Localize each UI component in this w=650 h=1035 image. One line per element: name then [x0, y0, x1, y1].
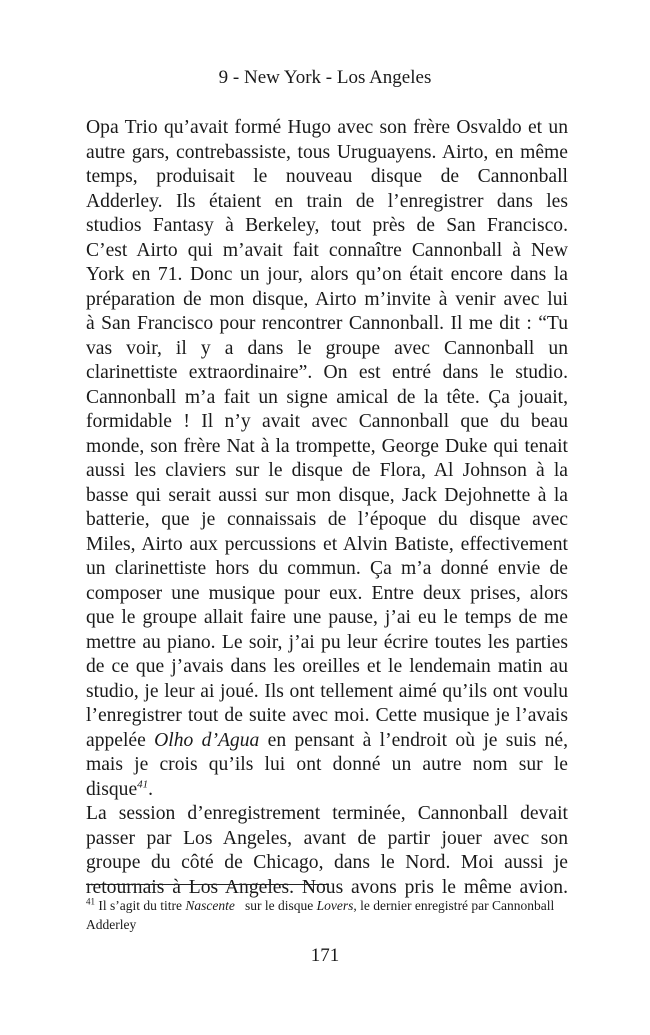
text-line: studio, je leur ai joué. Ils ont tellement aimé qu’ils ont voulu — [86, 680, 568, 702]
text-segment: appelée — [86, 729, 155, 751]
text-segment: disque — [86, 778, 138, 800]
text-line: La session d’enregistrement terminée, Cannonball devait — [86, 803, 568, 824]
text-line: l’enregistrer tout de suite avec moi. Cette musique je l’avais — [86, 705, 568, 726]
footnote-divider — [86, 884, 329, 885]
text-line: préparation de mon disque, Airto m’invite à venir avec lui — [86, 288, 568, 310]
text-line: mettre au piano. Le soir, j’ai pu leur écrire toutes les parties — [86, 631, 568, 653]
footnote-title-italic: Nascente — [185, 898, 235, 913]
page-number: 171 — [310, 945, 340, 966]
text-line: York en 71. Donc un jour, alors qu’on était encore dans la — [86, 264, 568, 285]
text-line: formidable ! Il n’y avait avec Cannonball que du beau — [86, 411, 568, 432]
text-line: batterie, que je connaissais de l’époque du disque avec — [86, 509, 568, 530]
text-line: groupe du côté de Chicago, dans le Nord. Moi aussi je — [86, 852, 568, 873]
text-line: que le groupe allait faire une pause, j’ai eu le temps de me — [86, 607, 568, 628]
text-line: basse qui serait aussi sur mon disque, Jack Dejohnette à la — [86, 484, 568, 506]
footnote-number: 41 — [86, 896, 95, 907]
text-line: un clarinettiste hors du commun. Ça m’a donné envie de — [86, 558, 568, 579]
text-segment: . — [148, 778, 154, 800]
song-title-italic: Olho d’Agua — [154, 729, 260, 751]
footnote-reference[interactable]: 41 — [137, 777, 149, 790]
running-header: 9 - New York - Los Angeles — [218, 67, 432, 88]
text-line: autre gars, contrebassiste, tous Uruguayens. Airto, en même — [86, 141, 568, 163]
text-line: aussi les claviers sur le disque de Flora, Al Johnson à la — [86, 460, 568, 481]
text-line: à San Francisco pour rencontrer Cannonball. Il me dit : “Tu — [86, 313, 568, 334]
text-line: passer par Los Angeles, avant de partir jouer avec son — [86, 827, 568, 849]
text-line: studios Fantasy à Berkeley, tout près de San Francisco. — [86, 215, 568, 236]
footnote-text: sur le disque — [234, 898, 317, 913]
text-line: de ce que j’avais dans les oreilles et le lendemain matin au — [86, 656, 568, 677]
footnote-text: , le dernier enregistré par Cannonball Adderley — [86, 898, 555, 932]
text-line: Opa Trio qu’avait formé Hugo avec son frère Osvaldo et un — [86, 117, 568, 138]
text-line: mais je crois qu’ils lui ont donné un autre nom sur le — [86, 754, 568, 775]
text-line — [86, 778, 568, 803]
body-text — [86, 116, 568, 900]
text-line: C’est Airto qui m’avait fait connaître Cannonball à New — [86, 239, 568, 261]
text-line: composer une musique pour eux. Entre deux prises, alors — [86, 582, 568, 604]
text-line: vas voir, il y a dans le groupe avec Cannonball un — [86, 337, 568, 359]
text-line: temps, produisait le nouveau disque de Cannonball — [86, 166, 568, 187]
footnote-text: Il s’agit du titre — [95, 898, 186, 913]
text-line: clarinettiste extraordinaire”. On est entré dans le studio. — [86, 362, 568, 383]
footnote-title-italic: Lovers — [316, 898, 354, 913]
text-line: retournais à Los Angeles. Nous avons pris le même avion. — [86, 876, 568, 898]
text-segment: en pensant à l’endroit où je suis né, — [259, 729, 568, 751]
text-line: monde, son frère Nat à la trompette, George Duke qui tenait — [86, 435, 568, 457]
text-line: Miles, Airto aux percussions et Alvin Batiste, effectivement — [86, 533, 568, 555]
text-line: Adderley. Ils étaient en train de l’enregistrer dans les — [86, 190, 568, 212]
text-line — [86, 729, 568, 754]
footnote — [86, 896, 568, 934]
text-line: Cannonball m’a fait un signe amical de la tête. Ça jouait, — [86, 386, 568, 408]
